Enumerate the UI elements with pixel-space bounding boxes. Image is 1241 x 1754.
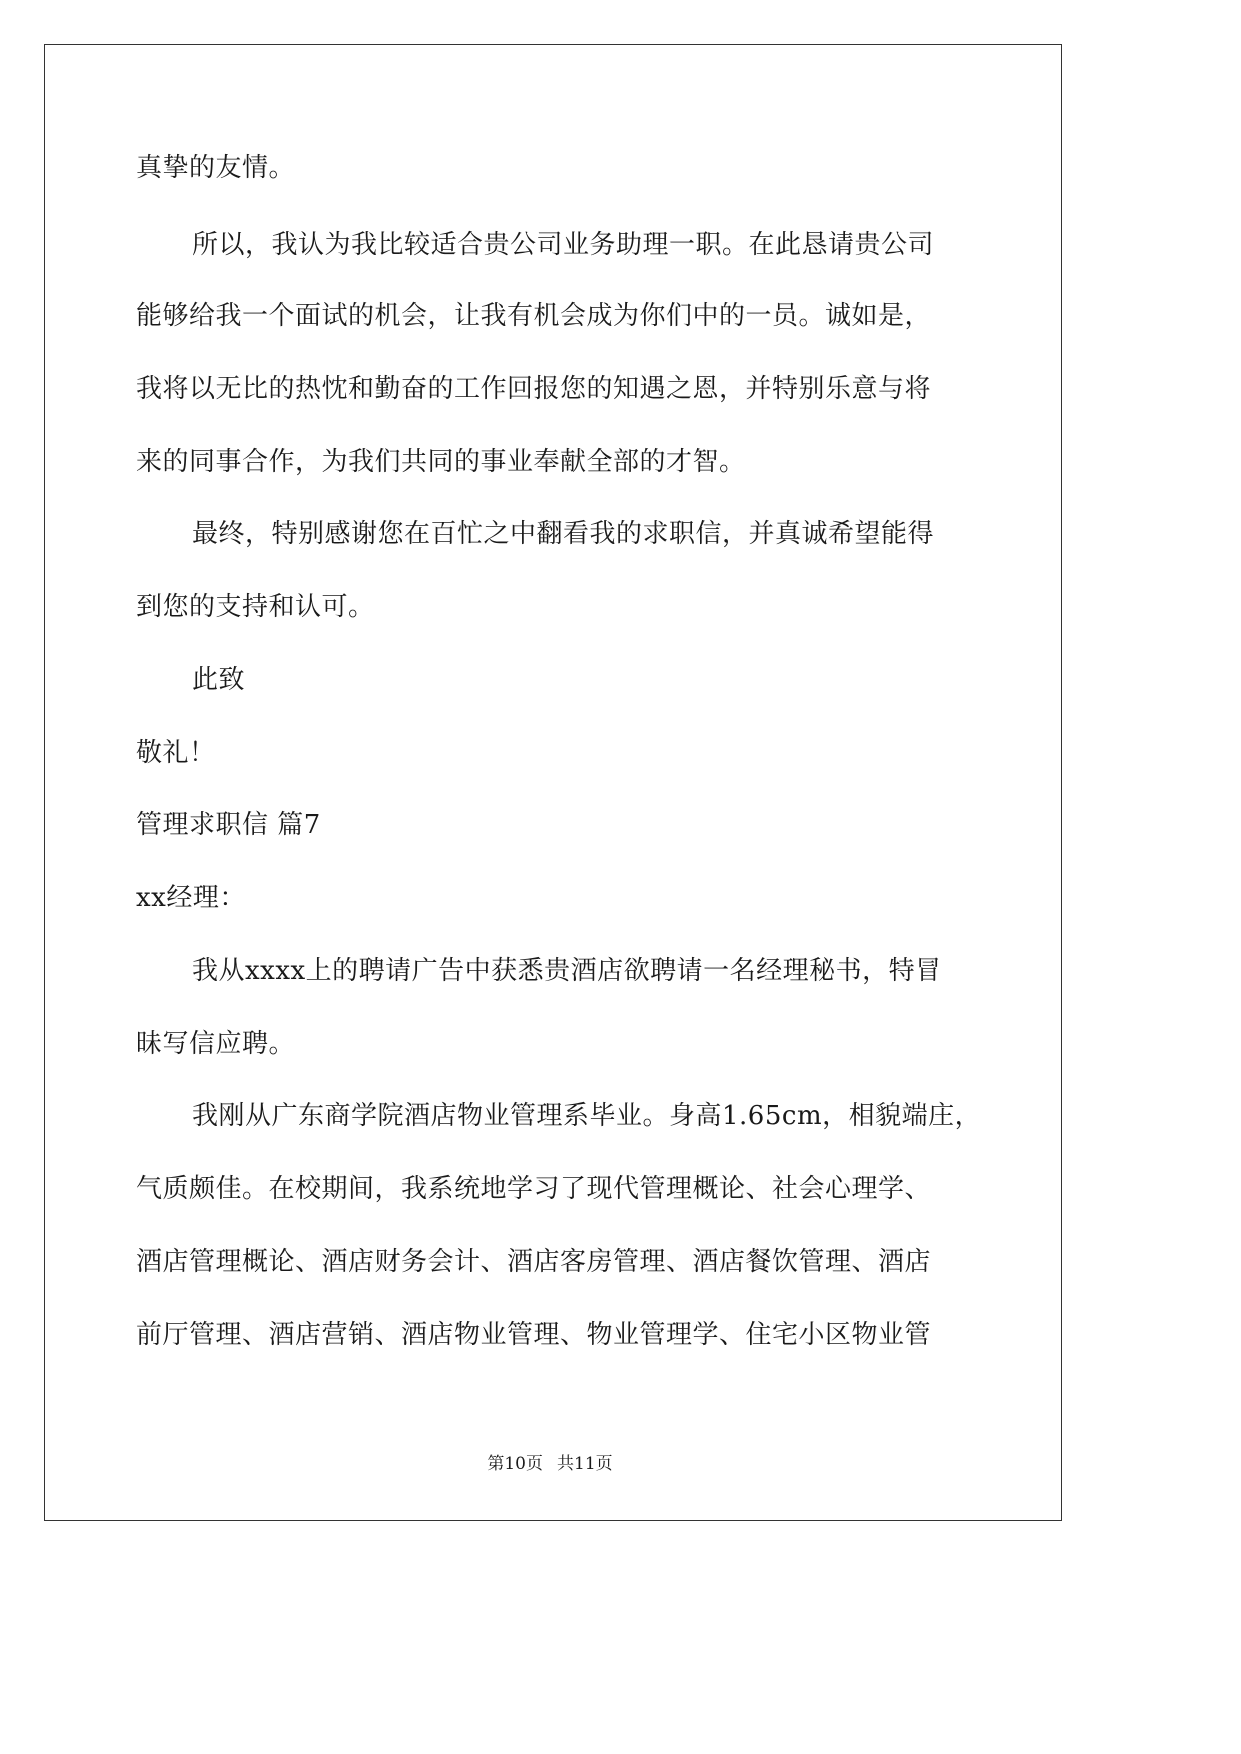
- page-border: [44, 44, 1062, 1521]
- text-line: 到您的支持和认可。: [136, 592, 375, 622]
- closing-regards: 敬礼！: [136, 738, 216, 768]
- section-heading: 管理求职信 篇7: [136, 810, 321, 840]
- text-line: 最终，特别感谢您在百忙之中翻看我的求职信，并真诚希望能得: [192, 519, 935, 549]
- text-line: 来的同事合作，为我们共同的事业奉献全部的才智。: [136, 447, 746, 477]
- page-number: 第10页: [487, 1454, 543, 1474]
- page-total: 共11页: [557, 1454, 613, 1474]
- letter-greeting: xx经理：: [136, 883, 246, 913]
- text-line: 昧写信应聘。: [136, 1029, 296, 1059]
- text-line: 我从xxxx上的聘请广告中获悉贵酒店欲聘请一名经理秘书，特冒: [192, 956, 942, 986]
- text-line: 酒店管理概论、酒店财务会计、酒店客房管理、酒店餐饮管理、酒店: [136, 1247, 932, 1277]
- text-line: 我刚从广东商学院酒店物业管理系毕业。身高1.65cm，相貌端庄，: [192, 1101, 982, 1131]
- text-line: 所以，我认为我比较适合贵公司业务助理一职。在此恳请贵公司: [192, 230, 935, 260]
- closing-salutation: 此致: [192, 665, 246, 695]
- text-line: 气质颇佳。在校期间，我系统地学习了现代管理概论、社会心理学、: [136, 1174, 932, 1204]
- text-line: 我将以无比的热忱和勤奋的工作回报您的知遇之恩，并特别乐意与将: [136, 374, 932, 404]
- text-line: 能够给我一个面试的机会，让我有机会成为你们中的一员。诚如是，: [136, 301, 932, 331]
- page-footer: [0, 1452, 1100, 1476]
- text-line: 真挚的友情。: [136, 153, 296, 183]
- text-line: 前厅管理、酒店营销、酒店物业管理、物业管理学、住宅小区物业管: [136, 1320, 932, 1350]
